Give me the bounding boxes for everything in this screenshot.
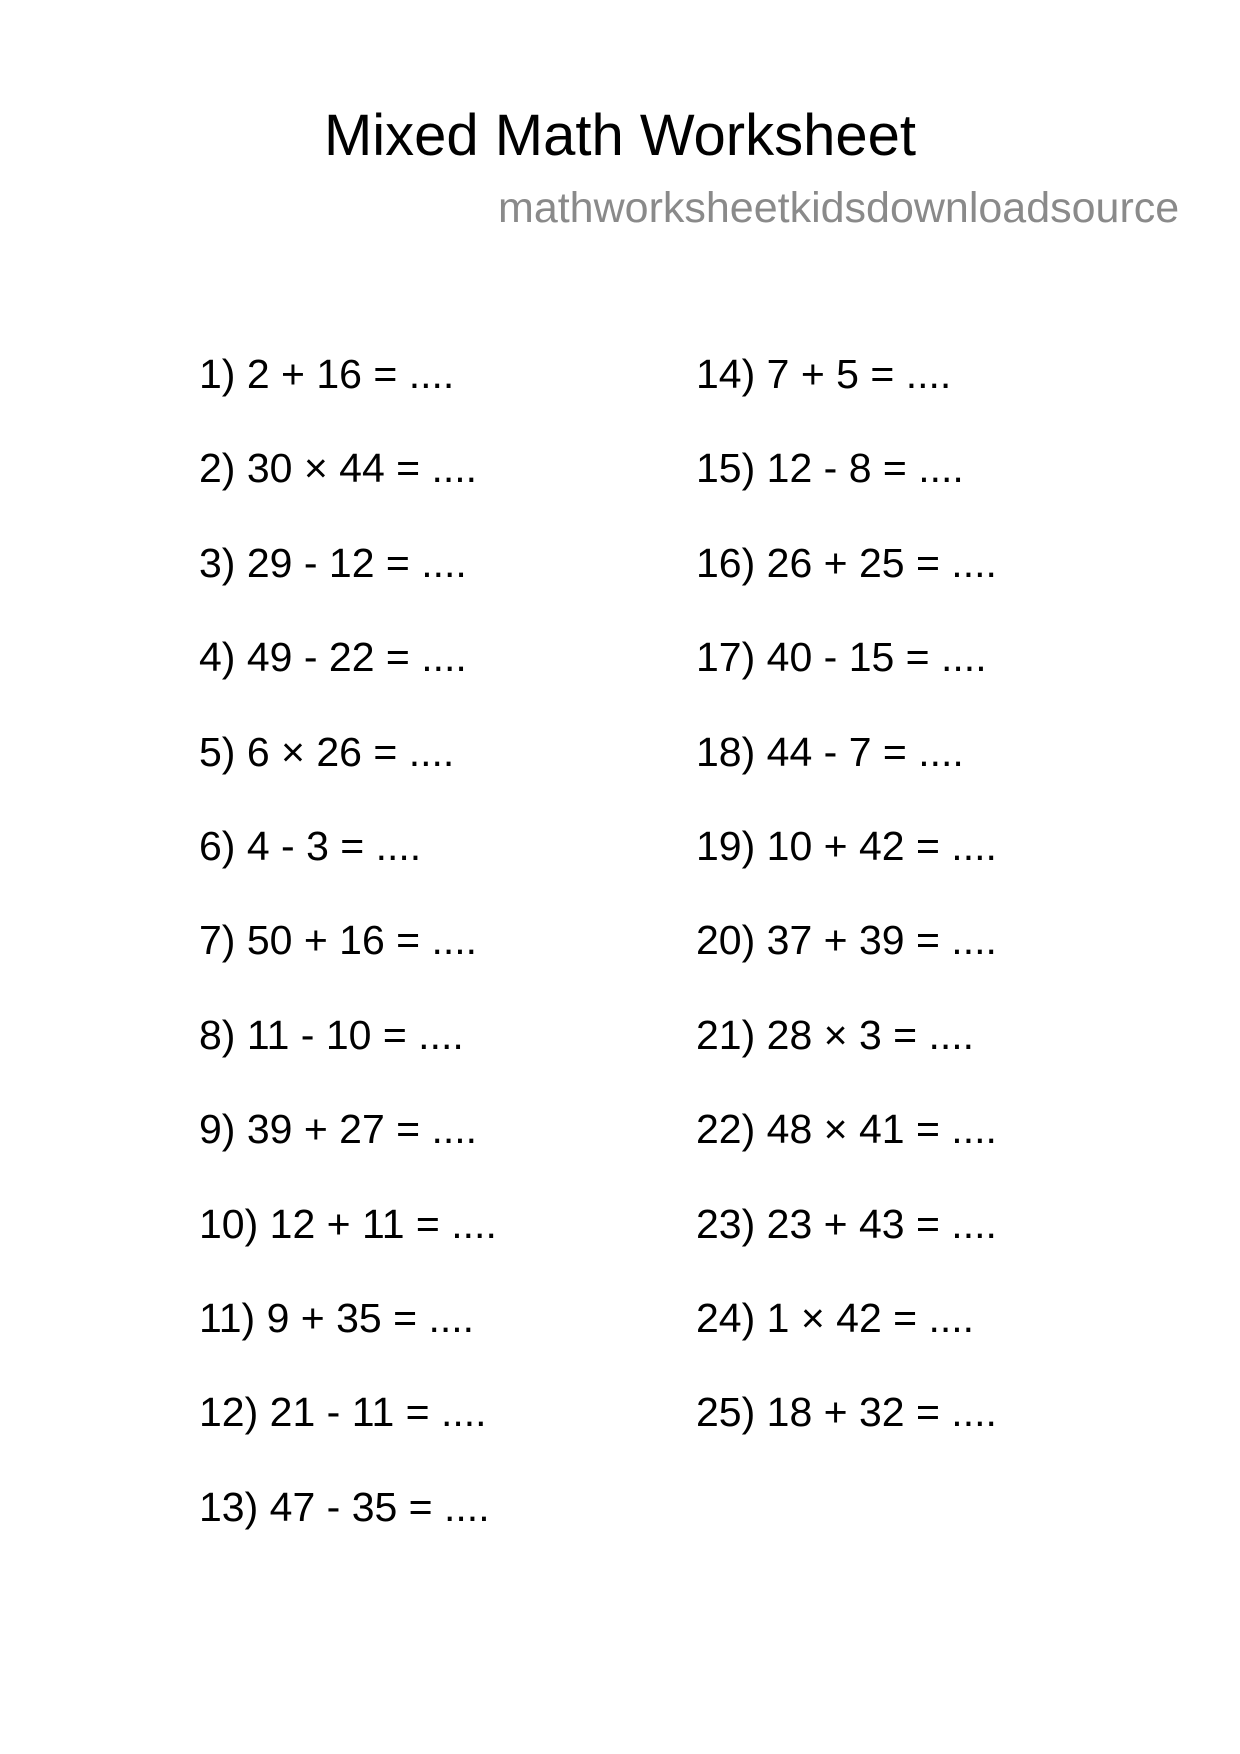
page-title: Mixed Math Worksheet (323, 103, 917, 168)
problem-14: 14) 7 + 5 = .... (696, 351, 952, 397)
problem-11: 11) 9 + 35 = .... (199, 1294, 475, 1341)
problem-7: 7) 50 + 16 = .... (199, 917, 478, 964)
problem-24: 24) 1 × 42 = .... (696, 1294, 975, 1341)
problem-17: 17) 40 - 15 = .... (696, 634, 987, 681)
problem-9: 9) 39 + 27 = .... (199, 1106, 478, 1153)
problem-23: 23) 23 + 43 = .... (696, 1200, 997, 1247)
problem-6: 6) 4 - 3 = .... (199, 822, 422, 869)
problem-5: 5) 6 × 26 = .... (199, 728, 455, 775)
problem-3: 3) 29 - 12 = .... (199, 539, 467, 586)
source-watermark: mathworksheetkidsdownloadsource (498, 184, 1180, 232)
problem-18: 18) 44 - 7 = .... (696, 728, 964, 775)
problem-25: 25) 18 + 32 = .... (696, 1389, 997, 1436)
problem-22: 22) 48 × 41 = .... (696, 1106, 997, 1153)
problem-12: 12) 21 - 11 = .... (199, 1389, 487, 1436)
problem-8: 8) 11 - 10 = .... (199, 1011, 464, 1058)
problem-20: 20) 37 + 39 = .... (696, 917, 997, 964)
problem-16: 16) 26 + 25 = .... (696, 539, 997, 586)
problem-1: 1) 2 + 16 = .... (199, 351, 455, 397)
problem-13: 13) 47 - 35 = .... (199, 1483, 490, 1530)
problem-19: 19) 10 + 42 = .... (696, 822, 997, 869)
problem-15: 15) 12 - 8 = .... (696, 445, 964, 492)
problem-10: 10) 12 + 11 = .... (199, 1200, 497, 1247)
problem-21: 21) 28 × 3 = .... (696, 1011, 975, 1058)
problem-4: 4) 49 - 22 = .... (199, 634, 467, 681)
problem-list-right (696, 345, 997, 1478)
problem-2: 2) 30 × 44 = .... (199, 445, 478, 492)
problem-list-left (199, 345, 497, 1572)
